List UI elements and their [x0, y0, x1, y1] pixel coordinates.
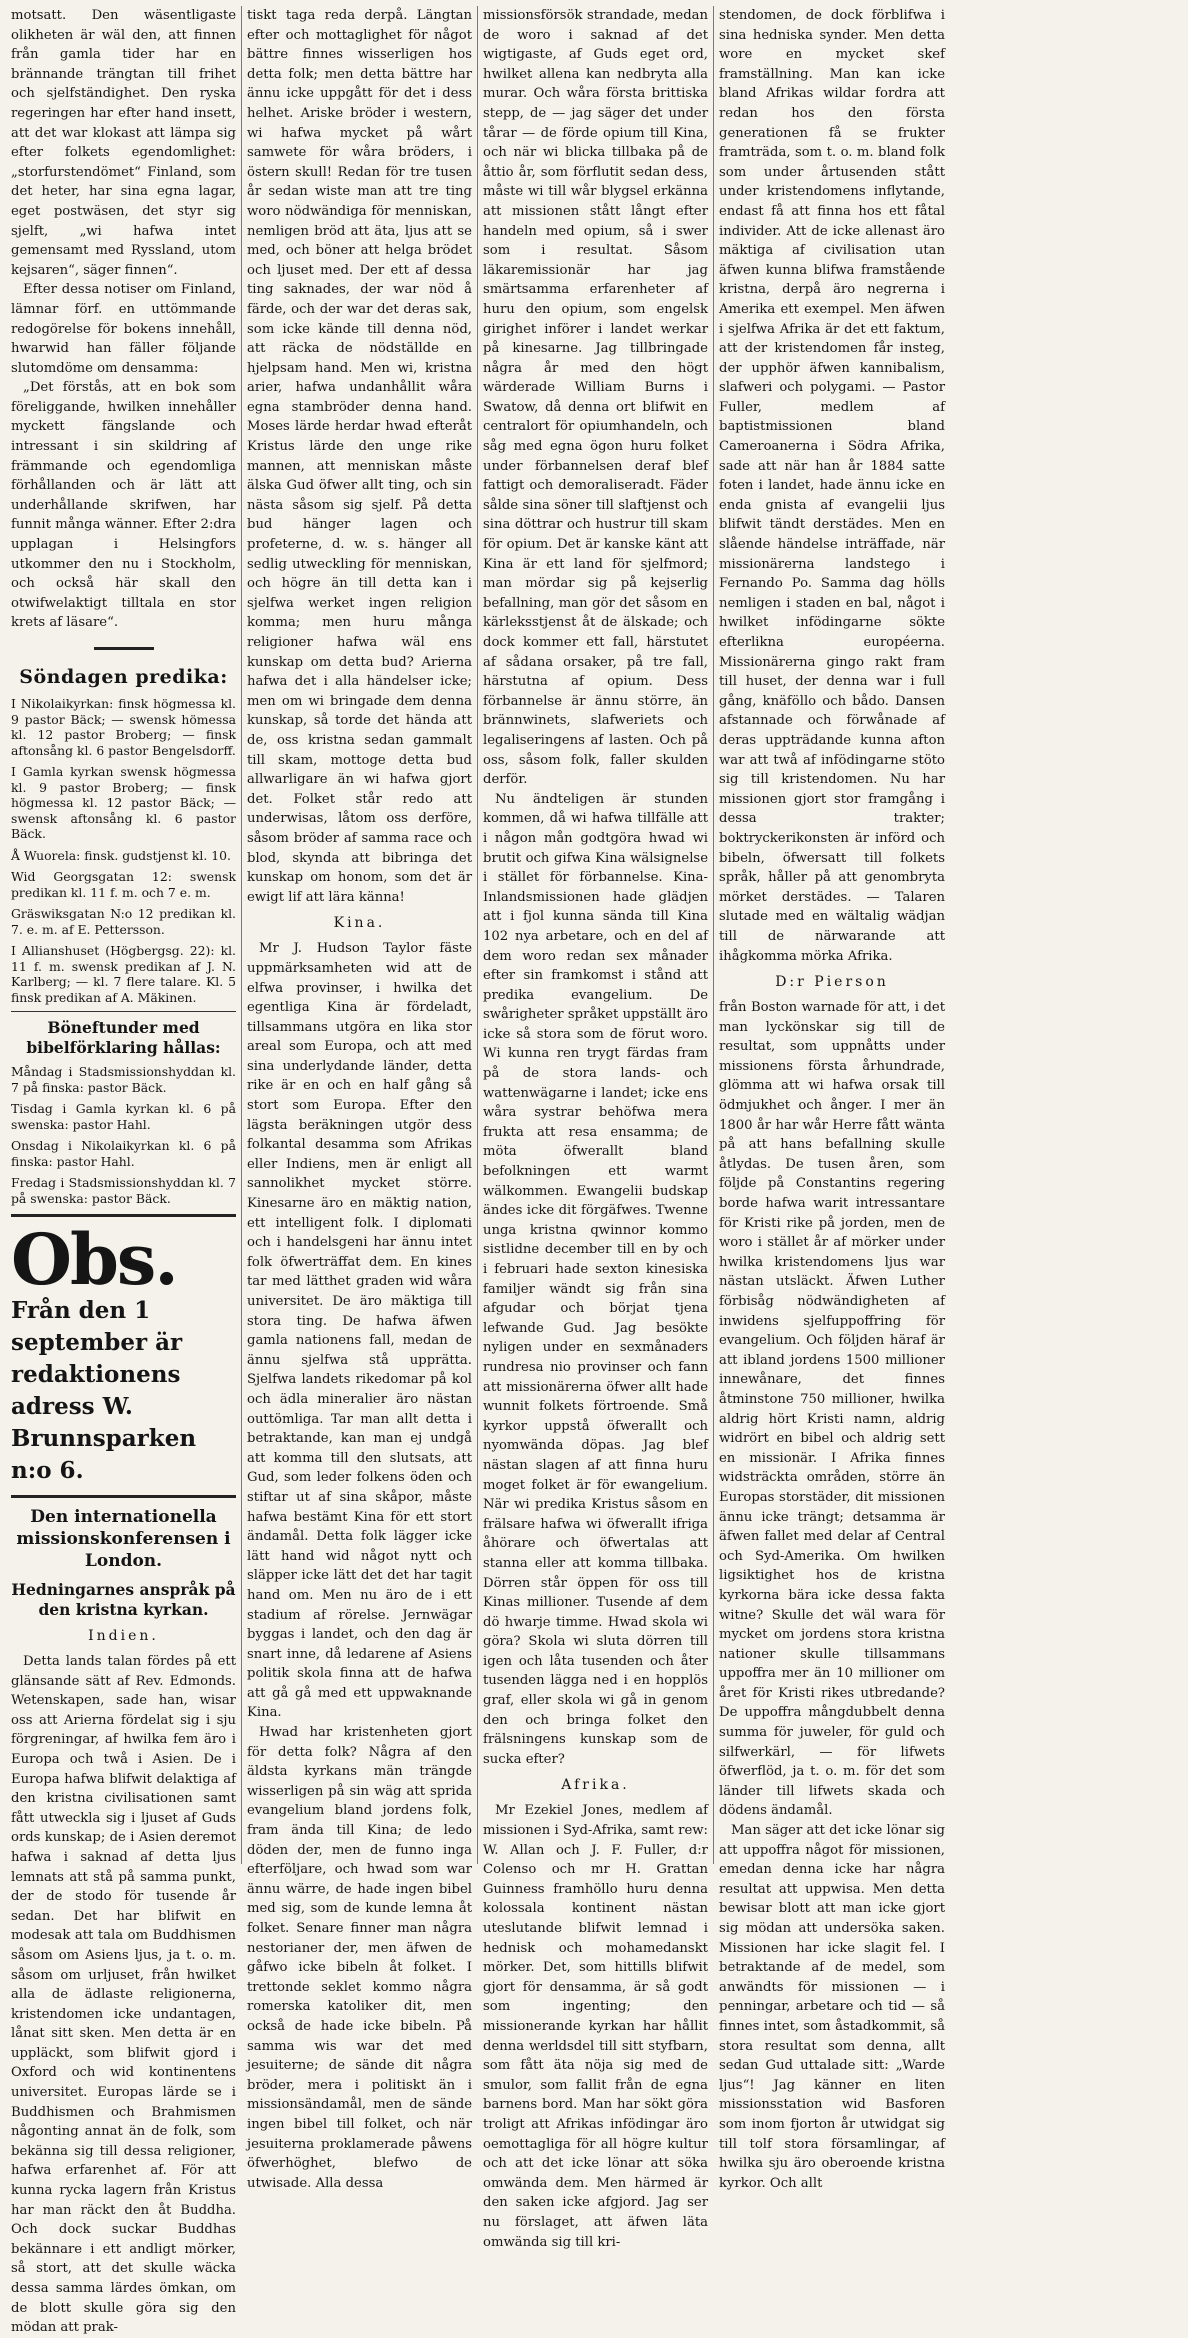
section-pierson: D:r Pierson: [775, 974, 889, 991]
sermon-item: Wid Georgsgatan 12: swensk predikan kl. 11 f. m. och 7 e. m.: [11, 869, 236, 900]
sermon-item: I Gamla kyrkan swensk högmessa kl. 9 pastor Broberg; — finsk högmessa kl. 12 pastor Bäck; — swensk aftonsång kl. 6 pastor Bäck.: [11, 764, 236, 841]
prayer-title: Böneftunder med bibelförklaring hållas:: [26, 1018, 221, 1057]
prayer-item: Fredag i Stadsmissionshyddan kl. 7 på swenska: pastor Bäck.: [11, 1175, 236, 1206]
divider-full: [11, 1495, 236, 1498]
divider-thin: [11, 1011, 236, 1012]
section-afrika: Afrika.: [561, 1777, 630, 1794]
section-kina: Kina.: [333, 915, 386, 932]
prayer-item: Måndag i Stadsmissionshyddan kl. 7 på finska: pastor Bäck.: [11, 1064, 236, 1095]
sermon-item: Å Wuorela: finsk. gudstjenst kl. 10.: [11, 847, 231, 863]
para-indien: Detta lands talan fördes på ett glänsande sätt af Rev. Edmonds. Wetenskapen, sade han, wisar oss att Arierna fördelat sig i sju förgreningar, af hwilka fem äro i Europa och twå i Asien. De i Europa hafwa blifwit delaktiga af den kristna civilisationen samt fått utweckla sig i ljuset af Guds ords kunskap; de i Asien deremot hafwa i saknad af detta ljus lemnats att stå på samma punkt, der de stodo för tusende år sedan. Det har blifwit en modesak att tala om Buddhismen såsom om Asiens ljus, ja t. o. m. såsom om urljuset, från hwilket alla de ädlaste religionerna, kristendomen icke undantagen, lånat sitt sken. Men detta är en uppläckt, som blifwit gjord i Oxford och wid kontinentens universitet. Europas lärde se i Buddhismen och Brahmismen någonting annat än de folk, som bekänna sig till dessa religioner, hafwa erfarenhet af. För att kunna rycka lagern från Kristus har man räckt den åt Buddha. Och dock suckar Buddhas bekännare i ett andligt mörker, så stort, att det skulle wäcka dessa samma lärdes ömkan, om de blott skulle göra sig den mödan att prak-: [11, 1654, 236, 2336]
article-title: Den internationella missionskonferensen i London.: [16, 1507, 231, 1571]
notice-text: Från den 1 september är redaktionens adress W. Brunnsparken n:o 6.: [11, 1297, 197, 1484]
col4-para-1: stendomen, de dock förblifwa i sina hedniska synder. Men detta wore en mycket skef framställning. Man kan icke bland Afrikas wildar fordra att redan hos den första generationen få se frukter framträda, som t. o. m. bland folk som under årtusenden stått under kristendomens inflytande, endast få att finna hos ett fåtal individer. Att de icke allenast äro mäktiga af civilisation utan äfwen kunna blifwa framstående kristna, derpå äro negrerna i Amerika ett exempel. Men äfwen i sjelfwa Afrika är det ett faktum, att der kristendomen får insteg, der upphör äfwen kannibalism, slafweri och polygami. — Pastor Fuller, medlem af baptistmissionen bland Cameroanerna i Södra Afrika, sade att när han år 1884 satte foten i landet, hade ännu icke en enda gnista af evangelii ljus blifwit tändt derstädes. Men en slående händelse inträffade, när missionärerna landstego i Fernando Po. Samma dag hölls nemligen i staden en bal, något i hwilket infödingarne sökte efterlikna européerna. Missionärerna gingo rakt fram till huset, der denna war i full gång, knäföllo och bådo. Dansen afstannade och förwånade af deras uppträdande kunna afton war att twå af infödingarne stöto sig till kristendomen. Nu har missionen gjort stor framgång i dessa trakter; boktryckerikonsten är införd och bibeln, öfwersatt till folkets språk, håller på att genombryta mörket derstädes. — Talaren slutade med en wältalig wädjan till de närwarande att ihågkomma mörka Afrika.: [719, 8, 945, 964]
divider-short: [94, 647, 154, 650]
article-subtitle: Hedningarnes anspråk på den kristna kyrkan.: [11, 1580, 236, 1619]
col2-para-1: tiskt taga reda derpå. Längtan efter och mottaglighet för något bättre finnes wisserligen hos detta folk; men detta bättre har ännu icke uppgått för det i dess helhet. Ariske bröder i western, wi hafwa mycket på wårt samwete för wåra bröders, i östern skull! Redan för tre tusen år sedan wiste man att tre ting woro nödwändiga för menniskan, nemligen bröd att äta, ljus att se med, och böner att helga brödet och ljuset med. Der ett af dessa ting saknades, der war nöd å färde, och der war det deras sak, som icke kände till denna nöd, att räcka de nödställde en hjelpsam hand. Men wi, kristna arier, hafwa undanhållit wåra egna stambröder denna hand. Moses lärde herdar hwad efteråt Kristus lärde den unge rike mannen, att menniskan måste älska Gud öfwer allt ting, och sin nästa såsom sig sjelf. På detta bud hänger lagen och profeterne, d. w. s. hänger all sedlig utweckling för menniskan, och högre än till detta kan i sjelfwa werket ingen religion komma; men huru många religioner hafwa wäl ens kunskap om detta bud? Arierna hafwa det i alla händelser icke; men om wi bringade dem denna kunskap, så torde det hända att de, oss kristna sedan gammalt till skam, mottoge detta bud allwarligare än wi hafwa gjort det. Folket står redo att underwisas, låtom oss derföre, såsom bröder af samma race och blod, skynda att bibringa det kunskap om honom, som det är ewigt lif att lära känna!: [247, 8, 472, 905]
column-1: [6, 6, 242, 2336]
col2-para-2: Mr J. Hudson Taylor fäste uppmärksamheten wid att de elfwa provinser, i hwilka det egentliga Kina är fördeladt, tillsammans utgöra en lika stor areal som Europa, och att med sina underlydande länder, detta rike är en och en half gång så stort som Europa. Efter den lägsta beräkningen utgör dess folkantal desamma som Afrikas eller Indiens, men är enligt all sannolikhet mycket större. Kinesarne äro en mäktig nation, ett intelligent folk. I diplomati och i handelsgeni har ännu intet folk öfwerträffat dem. En kines tar med lätthet graden wid wåra universitet. De äro mäktiga till stora ting. De hafwa äfwen gamla nationens fall, medan de ännu sjelfwa stå upprätta. Sjelfwa landets rikedomar på kol och ädla mineralier äro nästan outtömliga. Tar man allt detta i betraktande, kan man ej undgå att komma till den slutsats, att Gud, som leder folkens öden och stiftar ut af sina skåpor, måste hafwa bestämt Kina för ett stort ändamål. Detta folk lägger icke lätt hand wid något nytt och släpper icke lätt det det har tagit hand om. Men nu äro de i ett stadium af rörelse. Jernwägar byggas i landet, och den dag är snart inne, då ledarene af Asiens politik skola finna att de hafwa att gå gå med ett uppwaknande Kina.: [247, 941, 472, 1721]
sermon-title: Söndagen predika:: [19, 666, 228, 688]
column-3: [478, 6, 714, 2250]
section-indien: Indien.: [88, 1628, 159, 1644]
col3-para-1: missionsförsök strandade, medan de woro i saknad af det wigtigaste, af Guds eget ord, hwilket allena kan nedbryta alla murar. Och wåra första brittiska stepp, de — jag säger det under tårar — de förde opium till Kina, och när wi blicka tillbaka på de åttio år, som förflutit sedan dess, måste wi till wår blygsel erkänna att missionen stått långt efter handeln med opium, så i swer som i resultat. Såsom läkaremissionär har jag smärtsamma erfarenheter af huru den opium, som engelsk girighet införer i landet werkar på kinesarne. Jag tillbringade några år med den högt wärderade William Burns i Swatow, då denna ort blifwit en centralort för opiumhandeln, och såg med egna ögon huru folket under förbannelsen deraf blef fattigt och demoraliseradt. Fäder sålde sina söner till slaftjenst och sina döttrar och hustrur till skam för opium. Det är kanske känt att Kina är ett land för sjelfmord; man mördar sig på kejserlig befallning, man gör det såsom en kärleksstjenst åt de älskade; och dock kommer ett fall, härstutet af sådana orsaker, på tre fall, härstutna af opium. Dess förbannelse är ännu större, än brännwinets, slafweriets och legaliseringens af lasten. Och på oss, såsom folk, faller skulden derför.: [483, 8, 708, 788]
notice-obs: Obs.: [11, 1218, 177, 1301]
columns: [6, 6, 1182, 2336]
col1-para-2: Efter dessa notiser om Finland, lämnar förf. en uttömmande redogörelse för bokens innehåll, hwarwid han fäller följande slutomdöme om densamma:: [11, 282, 236, 376]
column-2: [242, 6, 478, 2191]
address-notice: [11, 1218, 236, 1487]
col4-para-2: från Boston warnade för att, i det man lyckönskar sig till de resultat, som uppnåtts under missionens första århundrade, glömma att wi hafwa orsak till ödmjukhet och ånger. I mer än 1800 år har wår Herre fått wänta på att hans befallning skulle åtlydas. De tusen åren, som följde på Constantins regering borde hafwa warit intressantare för Kristi rike på jorden, men de woro i stället år af mörker under hwilka kristendomens ljus war nästan utsläckt. Äfwen Luther förbisåg nödwändigheten af inwidens sjelfuppoffring för evangelium. Och följden häraf är att ibland jordens 1500 millioner innewånare, det finnes åtminstone 750 millioner, hwilka aldrig hört Kristi namn, aldrig widrört en bibel och aldrig sett en missionär. I Afrika finnes widsträckta områden, större än Europas storstäder, dit missionen ännu icke trängt; detsamma är äfwen fallet med delar af Central och Syd-Amerika. Om hwilken ligsiktighet hos de kristna kyrkorna bära icke dessa fakta witne? Skulle det wäl wara för mycket om jordens stora kristna nationer skulle tillsammans uppoffra mer än 10 millioner om året för Kristi rikes utbredande? De uppoffra mångdubbelt denna summa för juweler, för guld och silfwerkärl, — för lifwets öfwerflöd, ja t. o. m. för det som länder till lifwets skada och dödens ändamål.: [719, 1000, 945, 1819]
col3-para-2: Nu ändteligen är stunden kommen, då wi hafwa tillfälle att i någon mån godtgöra hwad wi brutit och gifwa Kina wälsignelse i stället för förbannelse. Kina-Inlandsmissionen hade glädjen att i fjol kunna sända till Kina 102 nya arbetare, och en del af dem woro redan sex månader efter sin framkomst i stånd att predika evangelium. De swårigheter språket uppställt äro icke så stora som de förut woro. Wi kunna ren trygt färdas fram på de stora lands- och wattenwägarne i landet; icke ens wåra systrar behöfwa mera frukta att resa ensamma; de möta öfwerallt bland befolkningen ett warmt wälkommen. Ewangelii budskap ändes icke dit förgäfwes. Twenne unga kristna qwinnor kommo sistlidne december till en by och i februari hade sexton kinesiska familjer wändt sig från sina afgudar och börjat tjena lefwande Gud. Jag besökte nyligen under en sexmånaders rundresa nio provinser och fann att missionärerna öfwer allt hade wunnit folkets förtroende. Små kyrkor uppstå öfwerallt och nyomwända döpas. Jag blef nästan slagen af att finna huru moget folket är för ewangelium. När wi predika Kristus såsom en frälsare hafwa wi öfwerallt ifriga åhörare och öfwertalas att stanna eller att komma tillbaka. Dörren står öppen för oss till Kinas millioner. Tusende af dem dö hwarje timme. Hwad skola wi göra? Skola wi sluta dörren till igen och låta tusenden och åter tusenden lägga ned i en hopplös graf, eller skola wi gå in genom den och bringa folket den frälsningens kunskap som de sucka efter?: [483, 791, 708, 1767]
col3-para-3: Mr Ezekiel Jones, medlem af missionen i Syd-Afrika, samt rew: W. Allan och J. F. Fuller, d:r Colenso och mr H. Grattan Guinness framhöllo huru denna kolossala kontinent nästan uteslutande blifwit lemnad i hednisk och mohamedanskt mörker. Det, som hittills blifwit gjort för densamma, är så godt som ingenting; den missionerande kyrkan har hållit denna werldsdel till sitt styfbarn, som fått äta nöja sig med de smulor, som fallit från de egna barnens bord. Man har sökt göra troligt att Afrikas infödingar äro oemottagliga för all högre kultur och att det icke lönar att söka omwända dem. Men härmed är den saken icke afgjord. Jag ser nu förslaget, att äfwen läta omwända sig till kri-: [483, 1803, 708, 2250]
col2-para-3: Hwad har kristenheten gjort för detta folk? Några af den äldsta kyrkans män trängde wisserligen på sin wäg att sprida evangelium bland jordens folk, fram ända till Kina; de ledo döden der, men de funno inga efterföljare, och hwad som war ännu wärre, de hade ingen bibel med sig, som de kunde lemna åt folket. Senare finner man några nestorianer der, men äfwen de gåfwo icke bibeln åt folket. I trettonde seklet kommo några romerska katoliker dit, men också de hade icke bibeln. På samma wis war det med jesuiterne; de sände dit några bröder, mera i politiskt än i missionsändamål, men de sände ingen bibel till folket, och när jesuiterna proklamerade påwens öfwerhöghet, blefwo de utwisade. Alla dessa: [247, 1725, 472, 2191]
sermon-item: Gräswiksgatan N:o 12 predikan kl. 7. e. m. af E. Pettersson.: [11, 906, 236, 937]
sermon-item: I Allianshuset (Högbergsg. 22): kl. 11 f. m. swensk predikan af J. N. Karlberg; — kl. 7 flere talare. Kl. 5 finsk predikan af A. Mäkinen.: [11, 943, 236, 1005]
col1-para-top: motsatt. Den wäsentligaste olikheten är wäl den, att finnen från gamla tider har en brännande trängtan till frihet och sjelfständighet. Den ryska regeringen har efter hand insett, att det war klokast att lämpa sig efter folkets egendomlighet: „storfurstendömet“ Finland, som det heter, har sina egna lagar, eget postwäsen, det styr sig sjelft, „wi hafwa intet gemensamt med Ryssland, utom kejsaren“, säger finnen“.: [11, 8, 236, 278]
prayer-item: Onsdag i Nikolaikyrkan kl. 6 på finska: pastor Hahl.: [11, 1138, 236, 1169]
divider-full: [11, 1214, 236, 1217]
prayer-item: Tisdag i Gamla kyrkan kl. 6 på swenska: pastor Hahl.: [11, 1101, 236, 1132]
sermon-item: I Nikolaikyrkan: finsk högmessa kl. 9 pastor Bäck; — swensk hömessa kl. 12 pastor Broberg; — finsk aftonsång kl. 6 pastor Bengelsdorff.: [11, 696, 236, 758]
col1-para-3: „Det förstås, att en bok som föreliggande, hwilken innehåller myckett fängslande och intressant i sin skildring af främmande och egendomliga förhållanden och är lätt att underhållande skrifwen, har funnit många wänner. Efter 2:dra upplagan i Helsingfors utkommer den nu i Stockholm, och också här skall den otwifwelaktigt tilltala en stor krets af läsare“.: [11, 380, 236, 631]
column-4: [714, 6, 950, 2191]
col4-para-3: Man säger att det icke lönar sig att uppoffra något för missionen, emedan denna icke har några resultat att uppwisa. Men detta bewisar blott att man icke gjort sig mödan att undersöka saken. Missionen har icke slagit fel. I betraktande af de medel, som anwändts för missionen — i penningar, arbetare och tid — så finnes intet, som åstadkommit, så stora resultat som denna, allt sedan Gud uttalade sitt: „Warde ljus“! Jag känner en liten missionsstation wid Basforen som inom fjorton år utwidgat sig till tolf stora församlingar, af hwilka sju äro oberoende kristna kyrkor. Och allt: [719, 1823, 945, 2191]
